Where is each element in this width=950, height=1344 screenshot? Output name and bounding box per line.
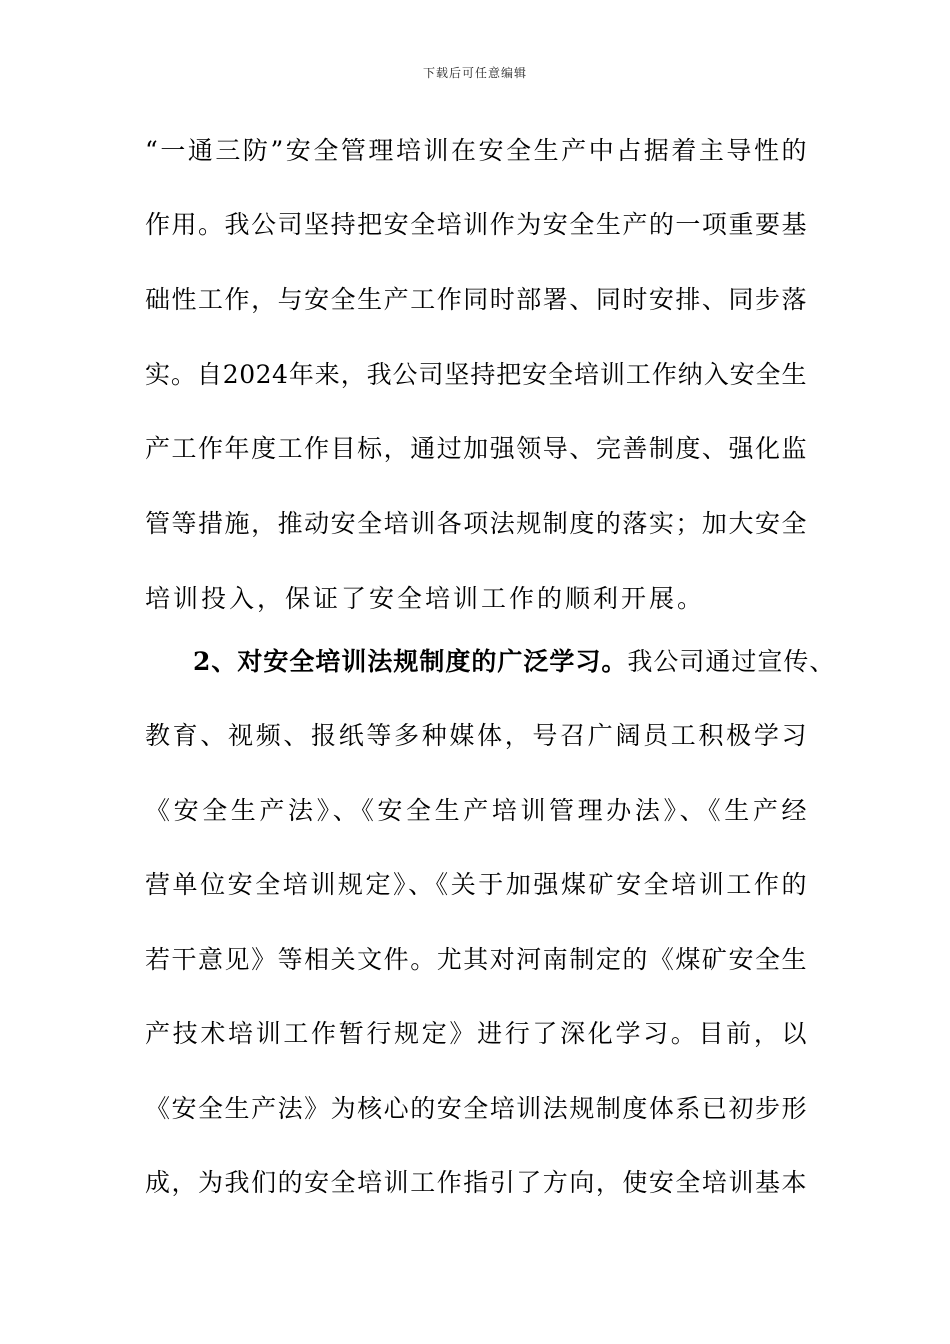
page-header: 下载后可任意编辑 — [422, 66, 527, 80]
body-line: 实。自2024年来，我公司坚持把安全培训工作纳入安全生 — [145, 360, 807, 389]
body-line: “一通三防”安全管理培训在安全生产中占据着主导性的 — [145, 136, 807, 165]
body-line: 产工作年度工作目标，通过加强领导、完善制度、强化监 — [145, 434, 807, 463]
body-line: 成，为我们的安全培训工作指引了方向，使安全培训基本 — [145, 1168, 807, 1197]
section-heading-line — [193, 642, 836, 682]
body-line: 《安全生产法》、《安全生产培训管理办法》、《生产经 — [145, 796, 807, 825]
body-line: 础性工作，与安全生产工作同时部署、同时安排、同步落 — [145, 285, 807, 314]
body-line: 营单位安全培训规定》、《关于加强煤矿安全培训工作的 — [145, 870, 807, 899]
body-line: 产技术培训工作暂行规定》进行了深化学习。目前，以 — [145, 1019, 807, 1048]
body-line: 作用。我公司坚持把安全培训作为安全生产的一项重要基 — [145, 210, 807, 239]
body-line: 若干意见》等相关文件。尤其对河南制定的《煤矿安全生 — [145, 945, 807, 974]
body-line: 《安全生产法》为核心的安全培训法规制度体系已初步形 — [145, 1094, 807, 1123]
body-line: 管等措施，推动安全培训各项法规制度的落实；加大安全 — [145, 509, 807, 538]
body-line: 培训投入，保证了安全培训工作的顺利开展。 — [145, 584, 706, 613]
body-line: 教育、视频、报纸等多种媒体，号召广阔员工积极学习 — [145, 721, 807, 750]
section-heading: 2、对安全培训法规制度的广泛学习。 — [193, 647, 628, 676]
section-heading-continuation: 我公司通过宣传、 — [627, 647, 836, 676]
